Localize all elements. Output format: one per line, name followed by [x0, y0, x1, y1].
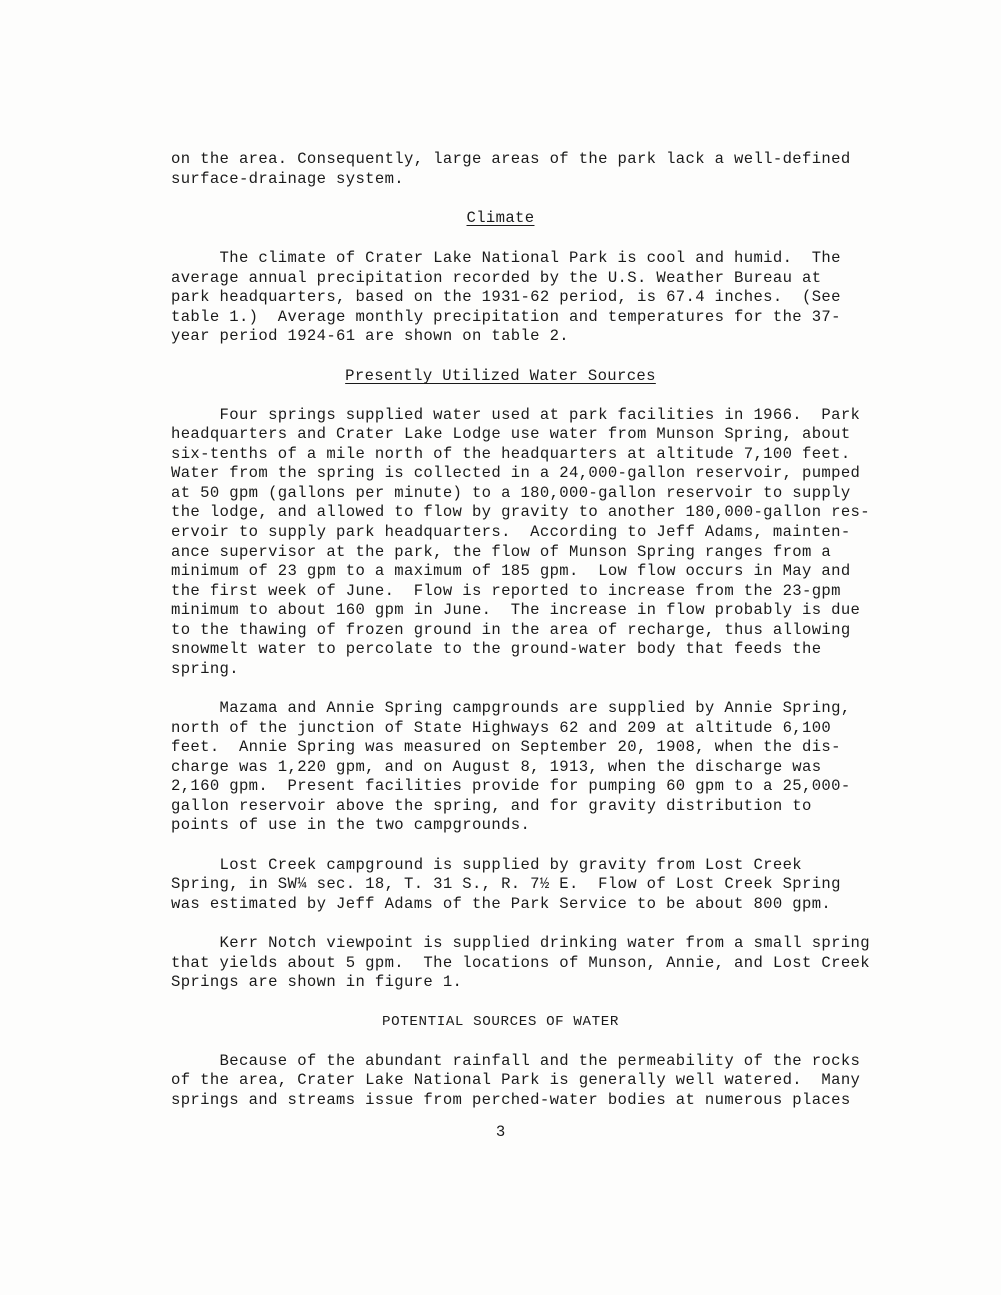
intro-line-1: on the area. Consequently, large areas of the park lack a well-defined — [171, 150, 851, 168]
potential-line-1: Because of the abundant rainfall and the permeability of the rocks — [171, 1052, 861, 1070]
utilized-p4-line-2: that yields about 5 gpm. The locations of Munson, Annie, and Lost Creek — [171, 954, 870, 972]
utilized-heading — [0, 367, 1001, 387]
utilized-p1-line-3: six-tenths of a mile north of the headquarters at altitude 7,100 feet. — [171, 445, 851, 463]
climate-line-1: The climate of Crater Lake National Park is cool and humid. The — [171, 249, 841, 267]
climate-line-3: park headquarters, based on the 1931-62 period, is 67.4 inches. (See — [171, 288, 841, 306]
potential-line-3: springs and streams issue from perched-water bodies at numerous places — [171, 1091, 851, 1109]
utilized-p3-line-2: Spring, in SW¼ sec. 18, T. 31 S., R. 7½ E. Flow of Lost Creek Spring — [171, 875, 841, 893]
climate-line-5: year period 1924-61 are shown on table 2. — [171, 327, 570, 345]
utilized-p2-line-1: Mazama and Annie Spring campgrounds are supplied by Annie Spring, — [171, 699, 851, 717]
utilized-p3-line-1: Lost Creek campground is supplied by gravity from Lost Creek — [171, 856, 803, 874]
intro-line-2: surface-drainage system. — [171, 170, 404, 188]
utilized-p1-line-7: ervoir to supply park headquarters. According to Jeff Adams, mainten- — [171, 523, 851, 541]
utilized-p1-line-12: to the thawing of frozen ground in the area of recharge, thus allowing — [171, 621, 851, 639]
page-number: 3 — [495, 1123, 506, 1141]
utilized-p2-line-6: gallon reservoir above the spring, and for gravity distribution to — [171, 797, 812, 815]
utilized-heading-text: Presently Utilized Water Sources — [345, 367, 656, 385]
utilized-p1-line-10: the first week of June. Flow is reported to increase from the 23-gpm — [171, 582, 841, 600]
utilized-p1-line-8: ance supervisor at the park, the flow of Munson Spring ranges from a — [171, 543, 832, 561]
utilized-p2-line-4: charge was 1,220 gpm, and on August 8, 1913, when the discharge was — [171, 758, 822, 776]
climate-line-2: average annual precipitation recorded by the U.S. Weather Bureau at — [171, 269, 822, 287]
climate-heading-text: Climate — [466, 209, 535, 227]
utilized-p1-line-11: minimum to about 160 gpm in June. The increase in flow probably is due — [171, 601, 861, 619]
utilized-p2-line-5: 2,160 gpm. Present facilities provide for pumping 60 gpm to a 25,000- — [171, 777, 851, 795]
potential-heading: POTENTIAL SOURCES OF WATER — [382, 1014, 619, 1030]
utilized-p4-line-1: Kerr Notch viewpoint is supplied drinking water from a small spring — [171, 934, 870, 952]
utilized-p1-line-5: at 50 gpm (gallons per minute) to a 180,000-gallon reservoir to supply — [171, 484, 851, 502]
climate-heading — [0, 209, 1001, 229]
utilized-p1-line-6: the lodge, and allowed to flow by gravity to another 180,000-gallon res- — [171, 503, 870, 521]
utilized-p4-line-3: Springs are shown in figure 1. — [171, 973, 463, 991]
utilized-p1-line-1: Four springs supplied water used at park facilities in 1966. Park — [171, 406, 861, 424]
utilized-p1-line-14: spring. — [171, 660, 239, 678]
potential-line-2: of the area, Crater Lake National Park is generally well watered. Many — [171, 1071, 861, 1089]
utilized-p2-line-7: points of use in the two campgrounds. — [171, 816, 531, 834]
utilized-p1-line-4: Water from the spring is collected in a 24,000-gallon reservoir, pumped — [171, 464, 861, 482]
utilized-p2-line-3: feet. Annie Spring was measured on September 20, 1908, when the dis- — [171, 738, 841, 756]
utilized-p1-line-13: snowmelt water to percolate to the ground-water body that feeds the — [171, 640, 822, 658]
utilized-p2-line-2: north of the junction of State Highways 62 and 209 at altitude 6,100 — [171, 719, 832, 737]
utilized-p3-line-3: was estimated by Jeff Adams of the Park Service to be about 800 gpm. — [171, 895, 832, 913]
climate-line-4: table 1.) Average monthly precipitation and temperatures for the 37- — [171, 308, 841, 326]
utilized-p1-line-9: minimum of 23 gpm to a maximum of 185 gpm. Low flow occurs in May and — [171, 562, 851, 580]
utilized-p1-line-2: headquarters and Crater Lake Lodge use water from Munson Spring, about — [171, 425, 851, 443]
